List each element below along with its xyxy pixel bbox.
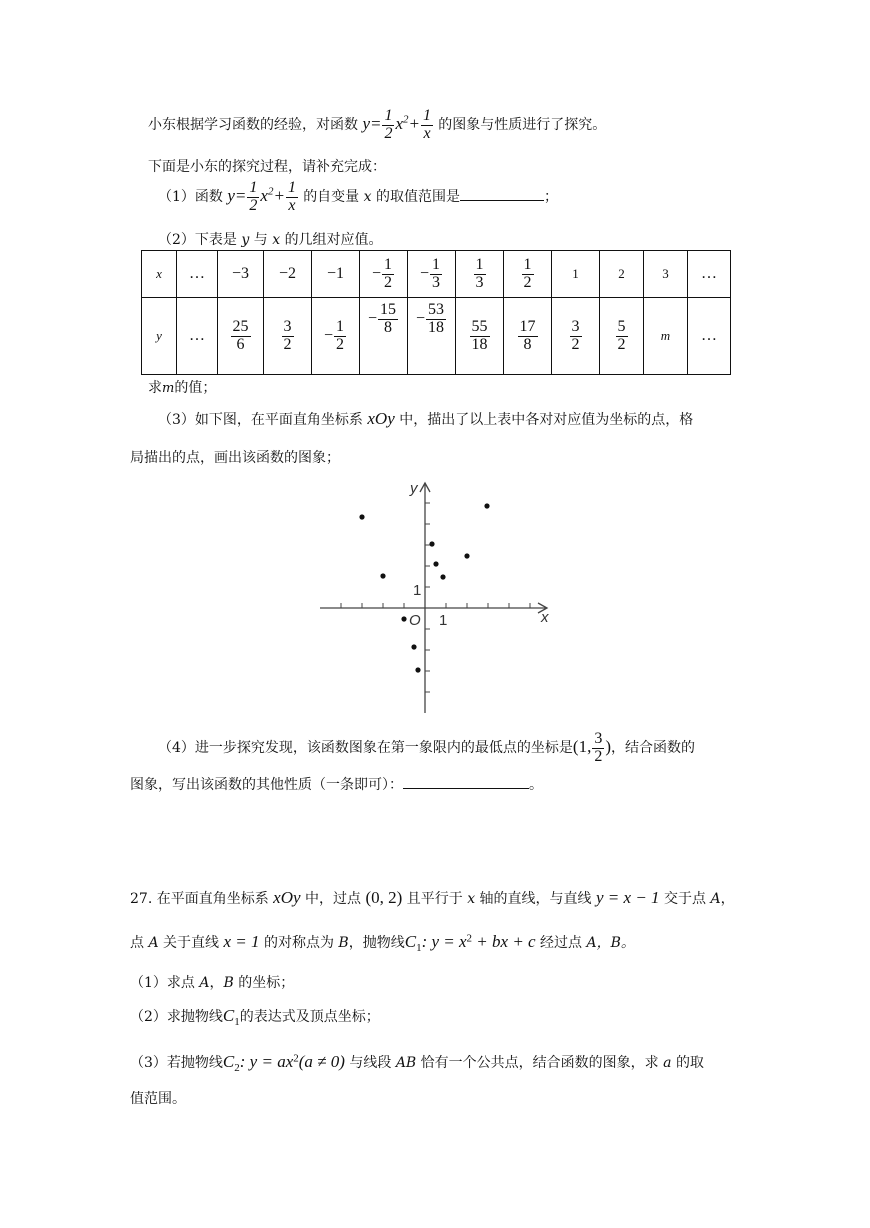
intro-line: 小东根据学习函数的经验，对函数 y= $\frac{1}{2}$ $x^2+$ $\frac{1}{x}$ 的图象与性质进行了探究。: [148, 107, 607, 142]
origin-label: O: [409, 612, 421, 629]
plot-point: [380, 573, 385, 578]
plot-point: [440, 574, 445, 579]
table-cell: $\frac{25}{6}$: [218, 298, 264, 375]
part-4-cont: 图象，写出该函数的其他性质（一条即可）： 。: [130, 777, 543, 793]
q27-part-3: （3）若抛物线$C_2$: $y = ax^2(a \ne 0)$ 与线段 AB 恰有一个公共点，结合函数的图象，求 a 的取: [130, 1052, 704, 1074]
table-cell: $\frac{3}{2}$: [264, 298, 312, 375]
plot-point: [415, 667, 420, 672]
part-4: （4）进一步探究发现，该函数图象在第一象限内的最低点的坐标是(1, $\frac{3}{2}$ )，结合函数的: [158, 730, 695, 765]
lowest-point: (1, $\frac{3}{2}$ ): [572, 730, 611, 765]
q27-part-3-cont: 值范围。: [130, 1091, 186, 1107]
table-cell: − $\frac{53}{18}$: [408, 298, 456, 375]
table-cell: $\frac{5}{2}$: [600, 298, 644, 375]
value-table: [141, 250, 731, 375]
table-cell: − $\frac{1}{2}$: [360, 251, 408, 298]
answer-blank-4[interactable]: [403, 788, 529, 789]
plot-point: [411, 644, 416, 649]
x-axis-label: x: [541, 609, 549, 626]
table-row-y: [142, 298, 731, 375]
table-cell: y: [142, 298, 177, 375]
table-cell: 2: [600, 251, 644, 298]
table-cell: …: [177, 298, 218, 375]
x-unit-label: 1: [439, 612, 448, 629]
plot-point: [484, 503, 489, 508]
table-cell: …: [688, 251, 731, 298]
q27-line-2: 点 A 关于直线 x = 1 的对称点为 B，抛物线$C_1$: $y = x^2$ + bx + c 经过点 A，B。: [130, 932, 635, 954]
table-cell: …: [688, 298, 731, 375]
ask-m: 求m的值；: [148, 380, 217, 396]
table-cell: − $\frac{1}{2}$: [312, 298, 360, 375]
answer-blank-1[interactable]: [460, 200, 544, 201]
part-3-cont: 局描出的点，画出该函数的图象；: [130, 450, 340, 466]
table-cell: $\frac{3}{2}$: [552, 298, 600, 375]
intro-line-2: 下面是小东的探究过程，请补充完成：: [148, 159, 386, 175]
plot-point: [359, 514, 364, 519]
part-1: （1）函数 y= $\frac{1}{2}$ $x^2+$ $\frac{1}{x}$ 的自变量 x 的取值范围是 ；: [158, 179, 558, 214]
table-cell: $\frac{55}{18}$: [456, 298, 504, 375]
function-expression: y= $\frac{1}{2}$ $x^2+$ $\frac{1}{x}$: [227, 179, 296, 214]
x-ticks: [341, 603, 530, 608]
table-cell: m: [644, 298, 688, 375]
intro-text: 小东根据学习函数的经验，对函数: [148, 117, 358, 134]
table-row-x: [142, 251, 731, 298]
table-cell: −1: [312, 251, 360, 298]
y-unit-label: 1: [413, 582, 422, 599]
q27-part-1: （1）求点 A，B 的坐标；: [130, 975, 295, 991]
table-cell: − $\frac{15}{8}$: [360, 298, 408, 375]
y-ticks: [425, 503, 430, 692]
plot-point: [433, 561, 438, 566]
table-cell: $\frac{1}{3}$: [456, 251, 504, 298]
q27-line-1: 27. 在平面直角坐标系 xOy 中，过点 (0, 2) 且平行于 x 轴的直线，与直线 y = x − 1 交于点 A，: [130, 888, 735, 907]
table-cell: 1: [552, 251, 600, 298]
table-cell: …: [177, 251, 218, 298]
plot-point: [429, 541, 434, 546]
table-cell: $\frac{1}{2}$: [504, 251, 552, 298]
part-2: （2）下表是 y 与 x 的几组对应值。: [158, 232, 383, 248]
part-3: （3）如下图，在平面直角坐标系 xOy 中，描出了以上表中各对对应值为坐标的点，格: [158, 409, 694, 428]
function-expression: y= $\frac{1}{2}$ $x^2+$ $\frac{1}{x}$: [362, 107, 432, 142]
plot-point: [464, 553, 469, 558]
q27-part-2: （2）求抛物线$C_1$的表达式及顶点坐标；: [130, 1006, 380, 1028]
table-cell: −3: [218, 251, 264, 298]
table-cell: 3: [644, 251, 688, 298]
table-cell: − $\frac{1}{3}$: [408, 251, 456, 298]
y-axis-label: y: [410, 480, 418, 497]
table-cell: −2: [264, 251, 312, 298]
table-cell: x: [142, 251, 177, 298]
coordinate-graph: [310, 475, 560, 720]
table-cell: $\frac{17}{8}$: [504, 298, 552, 375]
plot-point: [401, 616, 406, 621]
